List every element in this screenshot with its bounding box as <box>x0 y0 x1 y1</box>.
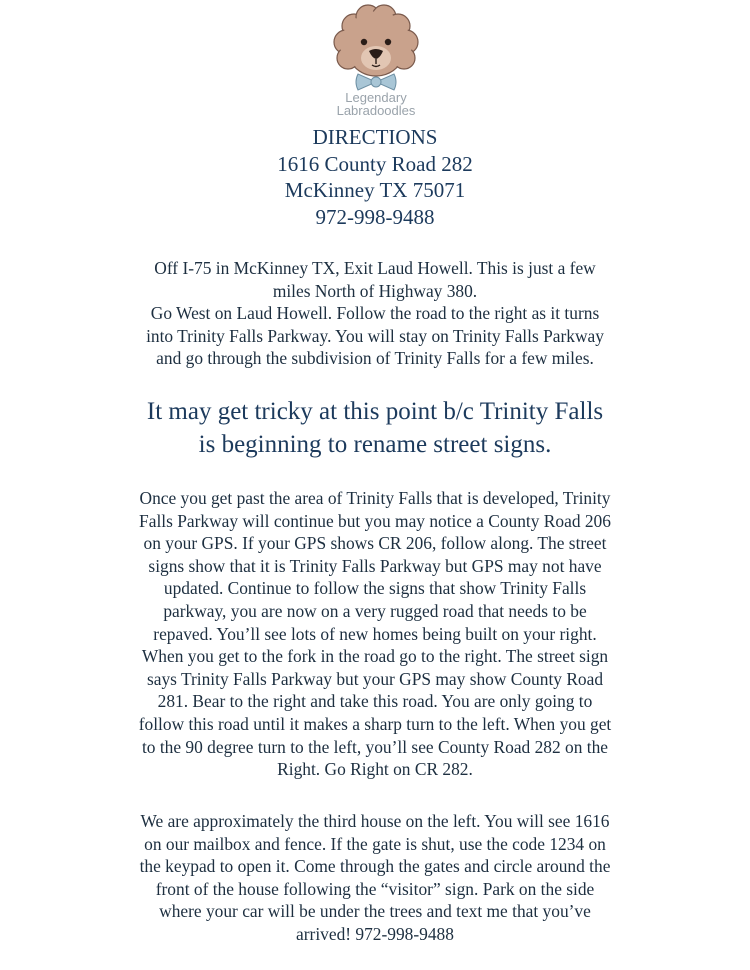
text-line: front of the house following the “visitor” sign. Park on the side <box>155 878 595 899</box>
warning-callout <box>0 395 750 461</box>
text-line: on your GPS. If your GPS shows CR 206, follow along. The street <box>143 533 607 554</box>
intro-paragraph <box>0 257 750 370</box>
text-line: and go through the subdivision of Trinity Falls for a few miles. <box>156 348 594 369</box>
text-line: on our mailbox and fence. If the gate is shut, use the code 1234 on <box>144 833 606 854</box>
route-paragraph <box>0 487 750 781</box>
text-line: Falls Parkway will continue but you may notice a County Road 206 <box>139 510 611 531</box>
address-line1: 1616 County Road 282 <box>277 151 473 176</box>
text-line: arrived! 972-998-9488 <box>296 923 454 944</box>
legendary-labradoodles-logo <box>320 2 432 120</box>
text-line: where your car will be under the trees and text me that you’ve <box>159 901 591 922</box>
text-line: parkway, you are now on a very rugged road that needs to be <box>163 600 587 621</box>
address-line2: McKinney TX 75071 <box>284 178 466 202</box>
text-line: to the 90 degree turn to the left, you’ll see County Road 282 on the <box>141 736 609 757</box>
callout-line: It may get tricky at this point b/c Trinity Falls <box>146 398 604 425</box>
text-line: updated. Continue to follow the signs that show Trinity Falls <box>163 578 587 599</box>
text-line: Off I-75 in McKinney TX, Exit Laud Howell. This is just a few <box>154 258 596 278</box>
text-line: into Trinity Falls Parkway. You will stay on Trinity Falls Parkway <box>146 325 604 346</box>
logo-text-line1: Legendary <box>345 90 407 105</box>
text-line: the keypad to open it. Come through the gates and circle around the <box>139 856 611 877</box>
labradoodle-dog-icon <box>320 2 432 94</box>
directions-header <box>0 124 750 230</box>
text-line: follow this road until it makes a sharp turn to the left. When you get <box>138 713 612 734</box>
text-line: repaved. You’ll see lots of new homes being built on your right. <box>153 623 597 644</box>
logo-text-line2: Labradoodles <box>336 103 416 118</box>
text-line: says Trinity Falls Parkway but your GPS may show County Road <box>146 668 604 689</box>
text-line: signs show that it is Trinity Falls Parkway but GPS may not have <box>148 555 602 576</box>
page-title: DIRECTIONS <box>312 125 438 149</box>
arrival-paragraph <box>0 810 750 946</box>
text-line: When you get to the fork in the road go to the right. The street sign <box>141 646 609 667</box>
text-line: 281. Bear to the right and take this road. You are only going to <box>157 691 593 712</box>
text-line: Right. Go Right on CR 282. <box>277 759 473 780</box>
text-line: We are approximately the third house on the left. You will see 1616 <box>140 811 610 831</box>
phone-number: 972-998-9488 <box>315 204 435 229</box>
text-line: miles North of Highway 380. <box>272 280 478 301</box>
callout-line: is beginning to rename street signs. <box>198 431 552 458</box>
text-line: Once you get past the area of Trinity Falls that is developed, Trinity <box>139 488 611 508</box>
text-line: Go West on Laud Howell. Follow the road to the right as it turns <box>150 303 600 324</box>
